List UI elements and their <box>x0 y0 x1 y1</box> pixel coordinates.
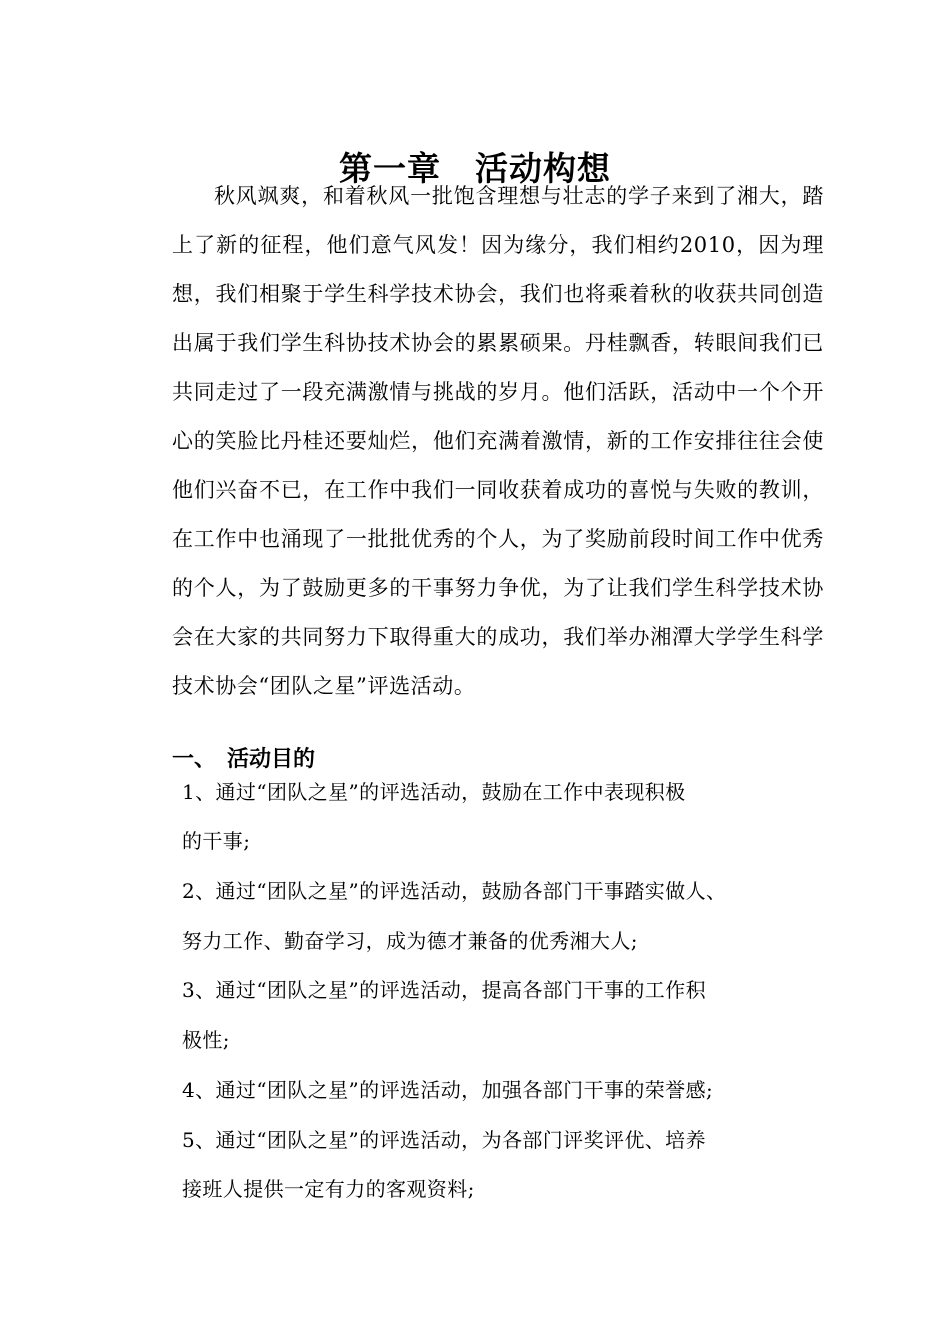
purpose-item-1-line-2: 的干事; <box>182 829 251 853</box>
purpose-item-5-line-2: 接班人提供一定有力的客观资料; <box>182 1177 475 1201</box>
purpose-item-2-line-2: 努力工作、勤奋学习，成为德才兼备的优秀湘大人; <box>182 929 638 953</box>
purpose-item-3-line-2: 极性; <box>182 1028 230 1052</box>
purpose-item-1-line-1: 1、通过“团队之星”的评选活动，鼓励在工作中表现积极 <box>182 780 686 804</box>
purpose-item-5-line-1: 5、通过“团队之星”的评选活动，为各部门评奖评优、培养 <box>182 1128 706 1152</box>
chapter-title: 第一章 活动构想 <box>339 149 611 189</box>
purpose-item-4-line-1: 4、通过“团队之星”的评选活动，加强各部门干事的荣誉感; <box>182 1078 714 1102</box>
purpose-item-3-line-1: 3、通过“团队之星”的评选活动，提高各部门干事的工作积 <box>182 978 706 1002</box>
intro-paragraph: 秋风飒爽，和着秋风一批饱含理想与壮志的学子来到了湘大，踏上了新的征程，他们意气风发！因为缘分，我们相约2010，因为理想，我们相聚于学生科学技术协会，我们也将乘着秋的收获共同创造出属于我们学生科协技术协会的累累硕果。丹桂飘香，转眼间我们已共同走过了一段充满激情与挑战的岁月。他们活跃，活动中一个个开心的笑脸比丹桂还要灿烂，他们充满着激情，新的工作安排往往会使他们兴奋不已，在工作中我们一同收获着成功的喜悦与失败的教训，在工作中也涌现了一批批优秀的个人，为了奖励前段时间工作中优秀的个人，为了鼓励更多的干事努力争优，为了让我们学生科学技术协会在大家的共同努力下取得重大的成功，我们举办湘潭大学学生科学技术协会“团队之星”评选活动。 <box>172 184 824 698</box>
section-heading-purpose: 一、 活动目的 <box>172 747 316 773</box>
purpose-item-2-line-1: 2、通过“团队之星”的评选活动，鼓励各部门干事踏实做人、 <box>182 879 727 903</box>
